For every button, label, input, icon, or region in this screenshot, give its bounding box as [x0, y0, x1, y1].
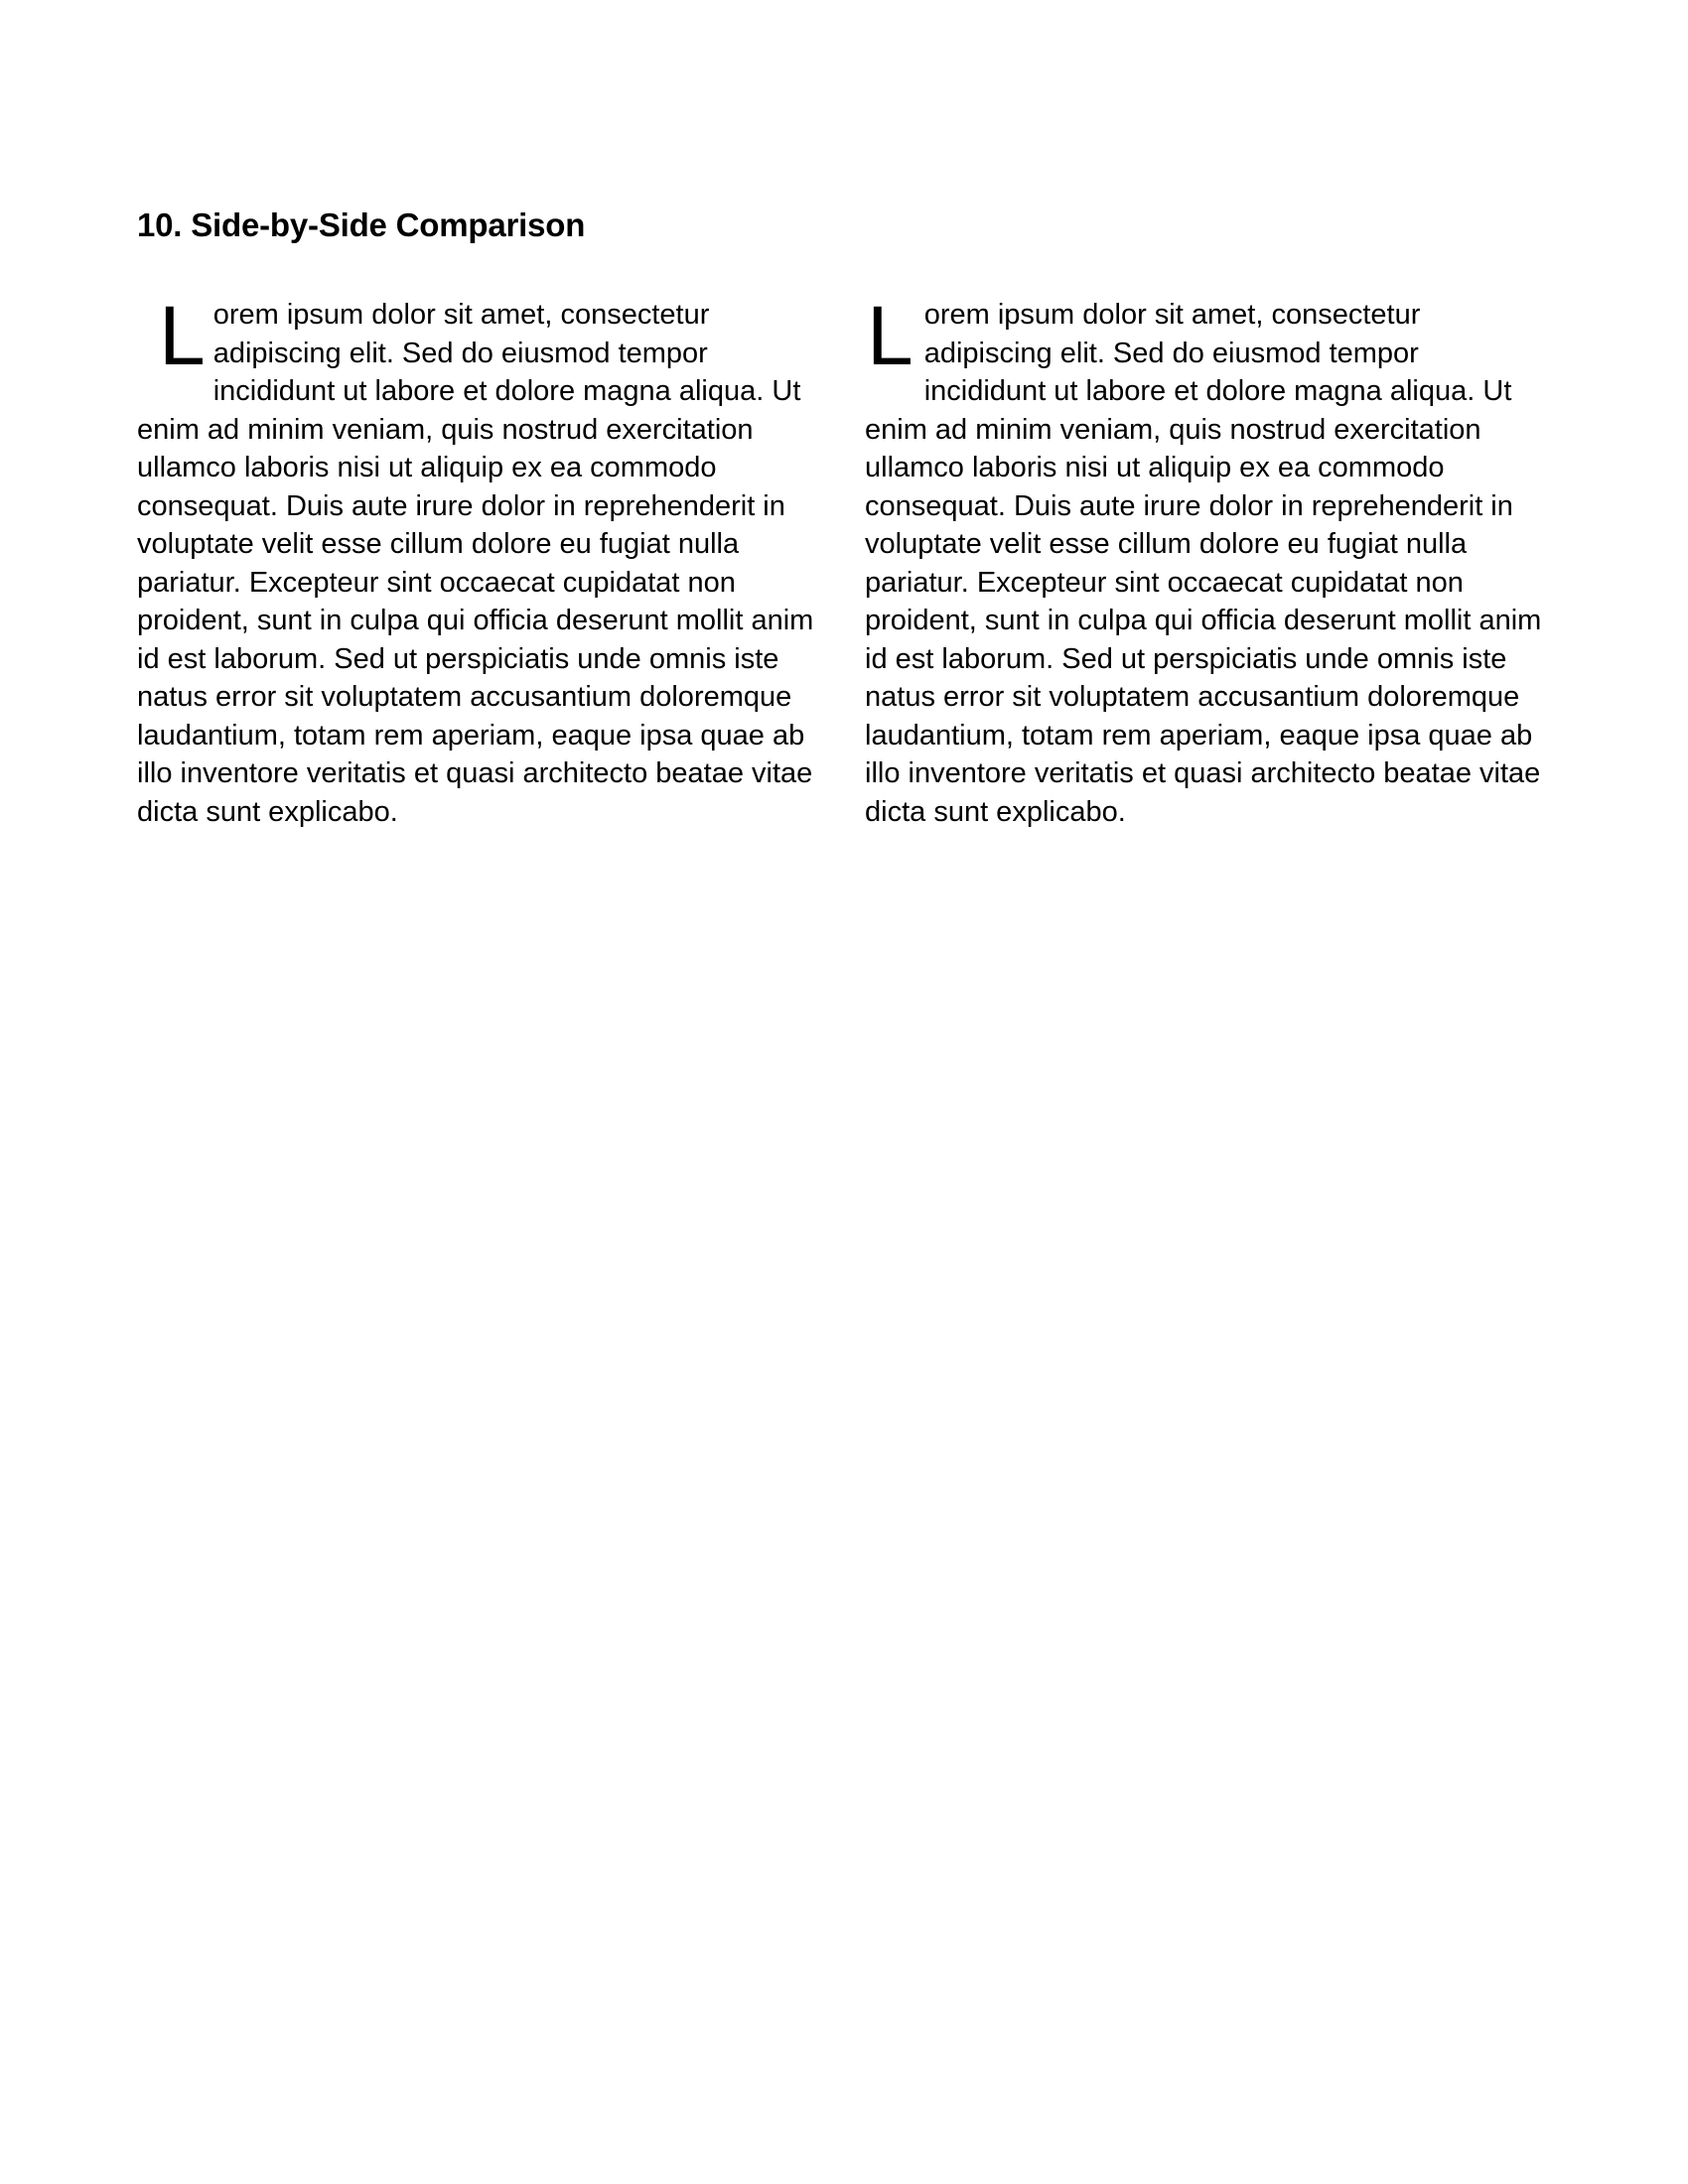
- side-by-side-columns: [137, 289, 1547, 831]
- drop-cap-letter-left: L: [159, 289, 206, 382]
- right-column-paragraph: orem ipsum dolor sit amet, consectetur adipiscing elit. Sed do eiusmod tempor incididunt ut labore et dolore magna aliqua. Ut enim ad minim veniam, quis nostrud exercitation ullamco laboris nisi ut aliquip ex ea commodo consequat. Duis aute irure dolor in reprehenderit in voluptate velit esse cillum dolore eu fugiat nulla pariatur. Excepteur sint occaecat cupidatat non proident, sunt in culpa qui officia deserunt mollit anim id est laborum. Sed ut perspiciatis unde omnis iste natus error sit voluptatem accusantium doloremque laudantium, totam rem aperiam, eaque ipsa quae ab illo inventore veritatis et quasi architecto beatae vitae dicta sunt explicabo.: [865, 299, 1542, 828]
- drop-cap-letter-right: L: [867, 289, 914, 382]
- page-title: 10. Side-by-Side Comparison: [137, 206, 586, 244]
- left-column-paragraph: orem ipsum dolor sit amet, consectetur adipiscing elit. Sed do eiusmod tempor incididunt ut labore et dolore magna aliqua. Ut enim ad minim veniam, quis nostrud exercitation ullamco laboris nisi ut aliquip ex ea commodo consequat. Duis aute irure dolor in reprehenderit in voluptate velit esse cillum dolore eu fugiat nulla pariatur. Excepteur sint occaecat cupidatat non proident, sunt in culpa qui officia deserunt mollit anim id est laborum. Sed ut perspiciatis unde omnis iste natus error sit voluptatem accusantium doloremque laudantium, totam rem aperiam, eaque ipsa quae ab illo inventore veritatis et quasi architecto beatae vitae dicta sunt explicabo.: [137, 299, 814, 828]
- left-column: [137, 289, 837, 831]
- right-column: [865, 289, 1547, 831]
